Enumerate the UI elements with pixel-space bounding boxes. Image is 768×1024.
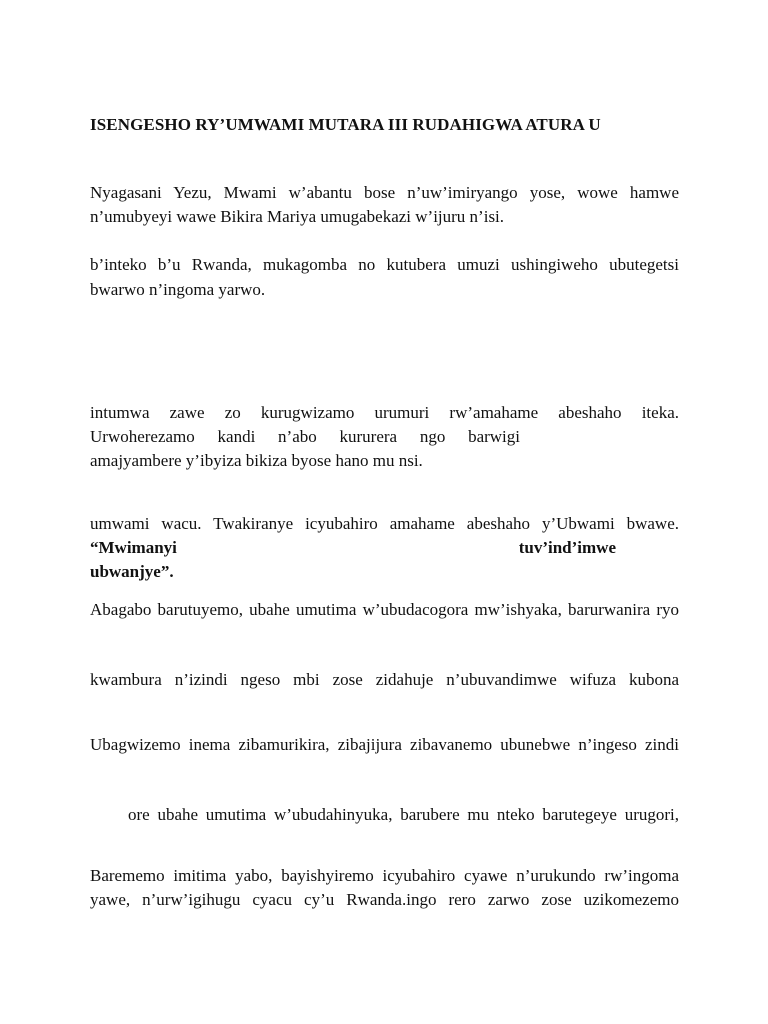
paragraph-2-line-1: b’inteko b’u Rwanda, mukagomba no kutubera umuzi ushingiweho ubutegetsi xyxy=(90,255,679,274)
paragraph-8-line-1: ore ubahe umutima w’ubudahinyuka, barubere mu nteko barutegeye urugori, xyxy=(128,805,679,824)
paragraph-9-line-2: yawe, n’urw’igihugu cyacu cy’u Rwanda.ingo rero zarwo zose uzikomezemo xyxy=(90,890,679,909)
paragraph-3-line-1: intumwa zawe zo kurugwizamo urumuri rw’amahame abeshaho iteka. xyxy=(90,403,679,422)
paragraph-4-line-1: umwami wacu. Twakiranye icyubahiro amahame abeshaho y’Ubwami bwawe. xyxy=(90,514,679,533)
paragraph-3-line-3: amajyambere y’ibyiza bikiza byose hano mu nsi. xyxy=(90,451,423,470)
document-title: ISENGESHO RY’UMWAMI MUTARA III RUDAHIGWA ATURA U xyxy=(90,115,601,134)
quote-middle: tuv’ind’imwe xyxy=(518,538,616,557)
paragraph-7-line-1: Ubagwizemo inema zibamurikira, zibajijura zibavanemo ubunebwe n’ingeso zindi xyxy=(90,735,679,754)
paragraph-4-line-3: ubwanjye”. xyxy=(90,562,174,581)
paragraph-3-line-2: Urwoherezamo kandi n’abo kururera ngo barwigi xyxy=(90,427,520,446)
paragraph-5-line-1: Abagabo barutuyemo, ubahe umutima w’ubudacogora mw’ishyaka, barurwanira ryo xyxy=(90,600,679,619)
paragraph-1-line-1: Nyagasani Yezu, Mwami w’abantu bose n’uw’imiryango yose, wowe hamwe xyxy=(90,183,679,202)
paragraph-6-line-1: kwambura n’izindi ngeso mbi zose zidahuje n’ubuvandimwe wifuza kubona xyxy=(90,670,679,689)
paragraph-1-line-2: n’umubyeyi wawe Bikira Mariya umugabekazi w’ijuru n’isi. xyxy=(90,207,505,226)
paragraph-9-line-1: Barememo imitima yabo, bayishyiremo icyubahiro cyawe n’urukundo rw’ingoma xyxy=(90,866,679,885)
paragraph-4-line-2 xyxy=(90,536,679,560)
paragraph-2-line-2: bwarwo n’ingoma yarwo. xyxy=(90,280,266,299)
quote-start: “Mwimanyi xyxy=(90,538,177,557)
